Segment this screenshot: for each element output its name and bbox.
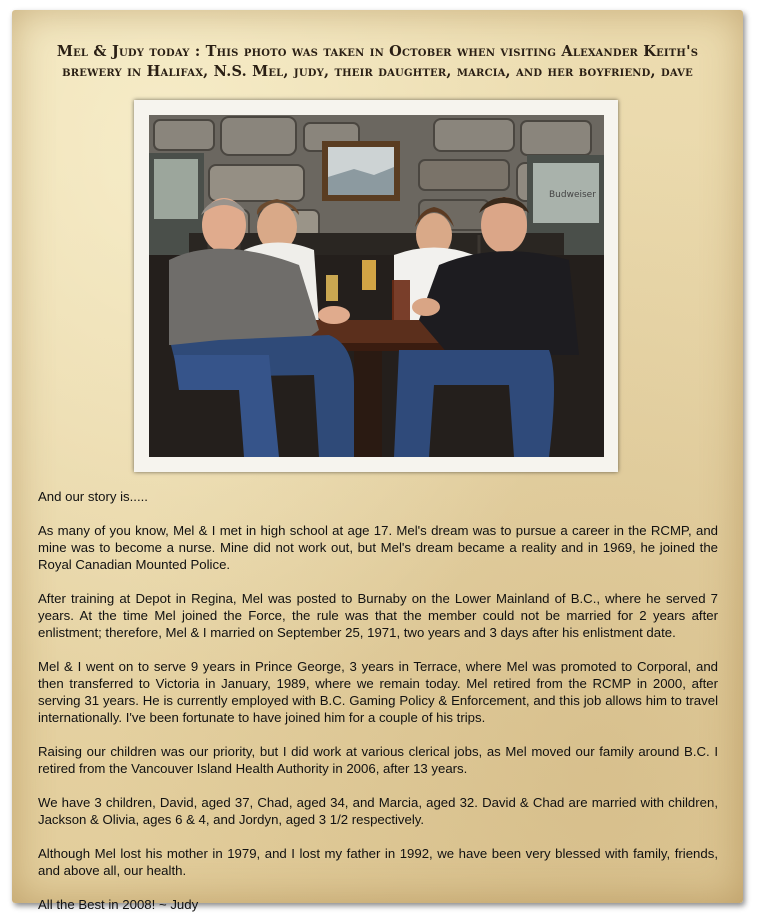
story-paragraph-meeting: As many of you know, Mel & I met in high school at age 17. Mel's dream was to pursue a career in the RCMP, and mine was to become a nurse. Mine did not work out, but Mel's dream became a reality and in 1969, he joined the Royal Canadian Mounted Police. (38, 523, 718, 572)
story-paragraph-work: Raising our children was our priority, but I did work at various clerical jobs, as Mel moved our family around B.C. I retired from the Vancouver Island Health Authority in 2006, after 13 years. (38, 744, 718, 776)
photo-caption (46, 42, 709, 82)
caption-line-1: Mel & Judy today : This photo was taken in October when visiting Alexander Keith's (56, 43, 699, 60)
story-signoff: All the Best in 2008! ~ Judy (38, 897, 199, 912)
family-photo-icon (149, 115, 604, 457)
story-paragraph-training: After training at Depot in Regina, Mel was posted to Burnaby on the Lower Mainland of B.C., where he served 7 years. At the time Mel joined the Force, the rule was that the member could not be married for 2 years after enlistment; therefore, Mel & I married on September 25, 1971, two years and 3 days after his enlistment date. (38, 591, 718, 640)
caption-line-2: brewery in Halifax, N.S. Mel, judy, their daughter, marcia, and her boyfriend, dave (62, 63, 693, 80)
photo-frame (134, 100, 618, 472)
aged-paper-page (12, 10, 743, 912)
family-photo (149, 115, 604, 457)
budweiser-sign: Budweiser (549, 190, 596, 200)
story-paragraph-children: We have 3 children, David, aged 37, Chad, aged 34, and Marcia, aged 32. David & Chad are married with children, Jackson & Olivia, ages 6 & 4, and Jordyn, aged 3 1/2 respectively. (38, 795, 718, 827)
story-paragraph-intro: And our story is..... (38, 489, 148, 504)
story-paragraph-postings: Mel & I went on to serve 9 years in Prince George, 3 years in Terrace, where Mel was promoted to Corporal, and then transferred to Victoria in January, 1989, where we remain today. Mel retired from the RCMP in 2000, after serving 31 years. He is currently employed with B.C. Gaming Policy & Enforcement, and this job allows him to travel internationally. I've been fortunate to have joined him for a couple of his trips. (38, 659, 718, 725)
story-paragraph-blessings: Although Mel lost his mother in 1979, and I lost my father in 1992, we have been very blessed with family, friends, and above all, our health. (38, 846, 718, 878)
story-text (38, 488, 718, 913)
